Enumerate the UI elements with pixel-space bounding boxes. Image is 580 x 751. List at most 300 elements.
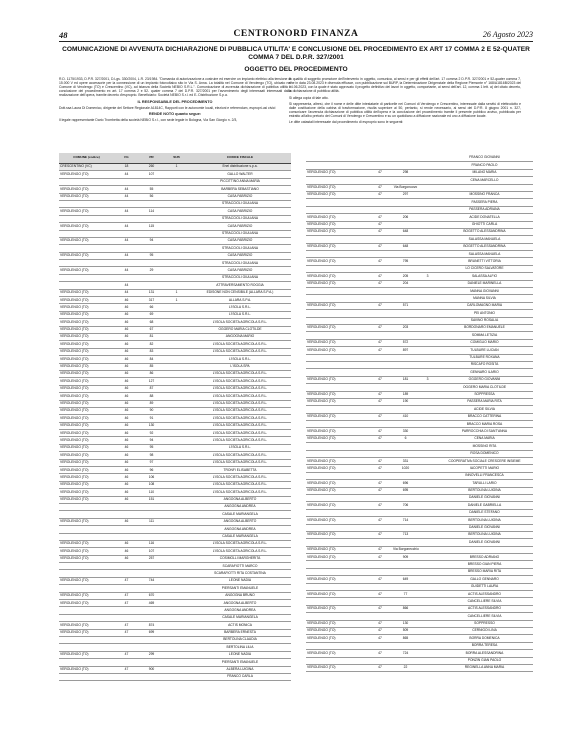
cell-sub <box>164 186 189 193</box>
cell-sub <box>164 274 189 281</box>
cell-pr: 94 <box>139 437 164 444</box>
table-row <box>306 302 533 309</box>
cell-pr: 331 <box>392 458 419 465</box>
cell-pr: 181 <box>392 376 419 383</box>
cell-sub <box>164 570 189 577</box>
cell-fg: 47 <box>368 243 392 250</box>
cell-pr: 206 <box>392 214 419 221</box>
cell-fg: 47 <box>368 554 392 561</box>
cell-fg: 44 <box>114 208 139 215</box>
table-row <box>59 193 291 200</box>
cell-fg <box>114 274 139 281</box>
table-row <box>306 398 533 405</box>
cell-pr <box>392 539 419 546</box>
cell-comune: VEROLENGO (TO) <box>59 363 114 370</box>
body-paragraph: in qualità di soggetto promotore dell'intervento in oggetto, comunica, ai sensi e per gli effetti dell'art. 17 comma 2 D.P.R. 327/2001 e 52-quater comma 7, che in data 23.08.2023 è divenuta efficace, con pubblicazione sul BURP, la Determinazione Dirigenziale della Regione Piemonte n° 168/A1816B/2023 del 14.06.2023, con la quale è stato approvato il progetto definitivo dei lavori in oggetto, comportante, ai sensi dell'art. 12, comma 1 lett. a) del citato decreto, la dichiarazione di pubblica utilità. <box>289 77 521 94</box>
cell-fg: 47 <box>368 428 392 435</box>
cell-owner: RISCAFO ROSITA <box>436 361 533 368</box>
table-row <box>306 391 533 398</box>
cell-sub <box>419 354 436 361</box>
table-row <box>306 502 533 509</box>
table-row <box>59 385 291 392</box>
cell-pr: 92 <box>139 430 164 437</box>
cell-fg <box>368 539 392 546</box>
cell-pr: 115 <box>139 223 164 230</box>
cell-pr <box>392 288 419 295</box>
table-row <box>306 664 533 671</box>
cell-sub <box>164 444 189 451</box>
column-header-pr: PR <box>139 153 164 164</box>
cell-comune <box>306 598 368 605</box>
cell-fg: 46 <box>114 400 139 407</box>
cell-sub <box>419 295 436 302</box>
cell-owner: ALLARA S.P.A. <box>189 297 291 304</box>
cell-pr: 68 <box>139 319 164 326</box>
cell-owner: CASALE MARIANGELA <box>189 533 291 540</box>
table-row <box>306 657 533 664</box>
cell-comune: VEROLENGO (TO) <box>306 243 368 250</box>
cell-sub <box>419 265 436 272</box>
cell-comune <box>306 406 368 413</box>
cell-comune: VEROLENGO (TO) <box>59 437 114 444</box>
cell-sub <box>164 333 189 340</box>
cell-sub <box>419 435 436 442</box>
cell-pr <box>392 265 419 272</box>
cell-comune <box>306 295 368 302</box>
cell-fg: 46 <box>114 474 139 481</box>
cell-owner: GENNARO ILARIO <box>436 369 533 376</box>
cell-pr <box>392 406 419 413</box>
cell-pr: 131 <box>139 289 164 296</box>
cell-sub <box>419 406 436 413</box>
table-row <box>306 628 533 635</box>
cell-comune: VEROLENGO (TO) <box>59 370 114 377</box>
cell-owner: L'ISOLA SOCIETA AGRICOLA S.R.L. <box>189 393 291 400</box>
cell-fg: 47 <box>368 324 392 331</box>
cell-owner: ANGOGNA ALBERTO <box>189 600 291 607</box>
cell-pr: 90 <box>139 407 164 414</box>
cell-fg: 47 <box>368 487 392 494</box>
cell-fg <box>114 260 139 267</box>
cell-sub <box>419 280 436 287</box>
cell-sub <box>419 317 436 324</box>
cell-pr: 317 <box>139 297 164 304</box>
table-row <box>306 568 533 575</box>
cell-sub <box>164 659 189 666</box>
cell-pr: 106 <box>139 474 164 481</box>
cell-pr: Via Borgonecchio <box>392 546 419 553</box>
cell-comune: VEROLENGO (TO) <box>306 169 368 176</box>
cell-comune <box>59 245 114 252</box>
cell-pr: 86 <box>139 370 164 377</box>
table-row <box>59 186 291 193</box>
cell-pr: 151 <box>139 496 164 503</box>
cell-owner: L'ISOLA S.R.L. <box>189 356 291 363</box>
cell-pr: 110 <box>139 489 164 496</box>
cell-sub <box>419 509 436 516</box>
table-row <box>306 273 533 280</box>
cell-sub <box>419 465 436 472</box>
cell-pr: 670 <box>139 592 164 599</box>
cell-owner: ANGOGNA MARIO <box>189 333 291 340</box>
cell-sub <box>419 531 436 538</box>
cell-sub <box>419 635 436 642</box>
table-row <box>306 369 533 376</box>
cell-comune <box>306 199 368 206</box>
cell-sub <box>164 585 189 592</box>
cell-comune: VEROLENGO (TO) <box>306 376 368 383</box>
cell-owner: SAVINO ROSALIA <box>436 317 533 324</box>
cell-sub <box>164 511 189 518</box>
cell-pr: 22 <box>392 664 419 671</box>
cell-sub <box>164 533 189 540</box>
cell-owner: BRUNETTI VITTORIA <box>436 258 533 265</box>
table-row <box>306 347 533 354</box>
table-row <box>306 450 533 457</box>
column-header-comune: COMUNE (codice) <box>59 153 114 164</box>
cell-owner: REGINELLA ANNA MARIA <box>436 664 533 671</box>
cell-fg: 47 <box>114 592 139 599</box>
cell-fg <box>368 568 392 575</box>
cell-owner: PASSERA ADRIANA <box>436 206 533 213</box>
cell-owner: FRANCO CARLA <box>189 673 291 680</box>
table-row <box>59 540 291 547</box>
cell-fg <box>368 206 392 213</box>
cell-comune <box>306 354 368 361</box>
cell-sub <box>164 600 189 607</box>
cell-comune: VEROLENGO (TO) <box>59 333 114 340</box>
table-row <box>59 548 291 555</box>
cell-pr: 116 <box>139 540 164 547</box>
cell-fg <box>368 598 392 605</box>
cell-fg: 46 <box>114 548 139 555</box>
table-row <box>59 282 291 289</box>
cell-comune <box>306 332 368 339</box>
cell-pr <box>139 511 164 518</box>
cell-sub <box>164 673 189 680</box>
cell-comune: VEROLENGO (TO) <box>59 415 114 422</box>
cell-sub <box>419 494 436 501</box>
cell-owner: SOPPRESSO <box>436 620 533 627</box>
cell-fg: 46 <box>114 326 139 333</box>
cell-pr: Via Borgonuovo <box>392 184 419 191</box>
cell-fg <box>368 332 392 339</box>
cell-fg: 47 <box>368 620 392 627</box>
cell-comune: VEROLENGO (TO) <box>59 600 114 607</box>
cell-owner: L'ISOLA SOCIETA AGRICOLA S.R.L. <box>189 489 291 496</box>
table-row <box>306 428 533 435</box>
cell-comune: VEROLENGO (TO) <box>306 554 368 561</box>
cell-comune: VEROLENGO (TO) <box>306 628 368 635</box>
cell-owner: CASA FABRIZIO <box>189 223 291 230</box>
cell-owner: PASSERA MARIA RITA <box>436 398 533 405</box>
cell-owner: L'ISOLA SOCIETA AGRICOLA S.R.L. <box>189 341 291 348</box>
cell-owner: BERTOLINA LILIA <box>189 644 291 651</box>
cell-owner: L'ISOLA SOCIETA AGRICOLA S.R.L. <box>189 415 291 422</box>
cell-comune: VEROLENGO (TO) <box>306 465 368 472</box>
cell-owner: OGGERO MARIA CLOTILDE <box>436 384 533 391</box>
cell-owner: TARULLI LARIO <box>436 480 533 487</box>
cell-pr <box>392 598 419 605</box>
cell-owner: ANGOGNA ALBERTO <box>189 496 291 503</box>
cell-fg <box>114 178 139 185</box>
cell-owner: GUIDETTI LAURA <box>436 583 533 590</box>
table-row <box>306 517 533 524</box>
table-row <box>59 644 291 651</box>
cell-sub <box>419 650 436 657</box>
cell-comune: VEROLENGO (TO) <box>306 413 368 420</box>
cell-owner: BRACCO CATTERINA <box>436 413 533 420</box>
cell-pr <box>392 472 419 479</box>
cell-fg: 46 <box>114 311 139 318</box>
cell-comune <box>59 282 114 289</box>
cell-owner: MOSSINO RITA <box>436 443 533 450</box>
table-row <box>306 332 533 339</box>
table-row <box>59 503 291 510</box>
cell-sub <box>419 302 436 309</box>
cell-sub <box>419 361 436 368</box>
cell-pr: 130 <box>139 422 164 429</box>
cell-owner: STRACCIOLI GIULIANA <box>189 260 291 267</box>
cell-fg: 47 <box>114 629 139 636</box>
cell-sub <box>164 496 189 503</box>
table-row <box>59 651 291 658</box>
table-row <box>59 481 291 488</box>
table-row <box>59 245 291 252</box>
cell-comune: VEROLENGO (TO) <box>306 591 368 598</box>
cell-pr: 88 <box>139 393 164 400</box>
cell-owner: BORRA TERESA <box>436 642 533 649</box>
cell-sub <box>419 428 436 435</box>
cell-comune: VEROLENGO (TO) <box>306 273 368 280</box>
cell-comune <box>306 472 368 479</box>
cell-comune <box>306 310 368 317</box>
cell-sub <box>419 524 436 531</box>
cell-pr <box>139 644 164 651</box>
table-row <box>306 524 533 531</box>
cell-fg: 46 <box>114 496 139 503</box>
cell-comune: VEROLENGO (TO) <box>59 452 114 459</box>
cell-owner: PASSERA PIERA <box>436 199 533 206</box>
cell-comune: VEROLENGO (TO) <box>306 191 368 198</box>
cell-owner: L'ISOLA S.R.L. <box>189 311 291 318</box>
table-row <box>59 237 291 244</box>
cell-pr: 909 <box>392 554 419 561</box>
cell-owner: L'ISOLA SOCIETA AGRICOLA S.R.L. <box>189 430 291 437</box>
table-row <box>306 421 533 428</box>
cell-sub <box>419 251 436 258</box>
cell-comune: VEROLENGO (TO) <box>59 444 114 451</box>
cell-fg: 47 <box>368 435 392 442</box>
cell-comune <box>306 613 368 620</box>
cell-fg: 47 <box>368 546 392 553</box>
cell-fg: 47 <box>368 664 392 671</box>
cell-fg <box>368 524 392 531</box>
table-row <box>59 489 291 496</box>
table-row <box>306 509 533 516</box>
cell-owner: IACOPETTI MARIO <box>436 465 533 472</box>
cell-sub <box>419 243 436 250</box>
cell-pr <box>139 274 164 281</box>
table-row <box>59 622 291 629</box>
cell-owner: TULBURE LUCIAN <box>436 347 533 354</box>
cell-pr: 77 <box>392 591 419 598</box>
cell-fg <box>368 443 392 450</box>
table-row <box>59 585 291 592</box>
cell-comune <box>59 511 114 518</box>
table-row <box>306 487 533 494</box>
rende-noto: RENDE NOTO quanto segue: <box>148 112 202 117</box>
table-row <box>306 605 533 612</box>
cell-sub <box>164 651 189 658</box>
cell-owner: MOSSINO FRANCA <box>436 191 533 198</box>
cell-owner: STRACCIOLI GIULIANA <box>189 245 291 252</box>
cell-pr <box>139 260 164 267</box>
cell-sub <box>164 407 189 414</box>
cell-comune: VEROLENGO (TO) <box>59 518 114 525</box>
cell-comune: VEROLENGO (TO) <box>306 221 368 228</box>
cell-comune <box>59 178 114 185</box>
cell-owner: BRESSO ADRIANO <box>436 554 533 561</box>
cell-owner: L'ISOLA SOCIETA AGRICOLA S.R.L. <box>189 385 291 392</box>
cell-fg <box>114 245 139 252</box>
cell-fg: 47 <box>368 628 392 635</box>
cell-pr: 649 <box>392 576 419 583</box>
cell-pr: 866 <box>392 605 419 612</box>
cell-owner: CASALE MARIANGELA <box>189 614 291 621</box>
cell-owner: ANGOGNA ANDREA <box>189 607 291 614</box>
cell-pr <box>392 310 419 317</box>
cell-sub: 3 <box>419 273 436 280</box>
cell-pr: 66 <box>139 304 164 311</box>
cell-sub <box>419 487 436 494</box>
cell-owner: CASA FABRIZIO <box>189 237 291 244</box>
cell-owner: CENA MARIA <box>436 435 533 442</box>
cell-fg: 47 <box>368 650 392 657</box>
cell-fg: 46 <box>114 356 139 363</box>
cell-owner: ANGOGNA BRUNO <box>189 592 291 599</box>
cell-comune: VEROLENGO (TO) <box>306 228 368 235</box>
cell-sub <box>164 378 189 385</box>
cell-fg: 46 <box>114 430 139 437</box>
cell-sub <box>419 480 436 487</box>
cell-pr <box>392 443 419 450</box>
cell-owner: SCARAFIOTTI MARCO <box>189 563 291 570</box>
cell-fg: 47 <box>368 502 392 509</box>
issue-date: 26 Agosto 2023 <box>482 30 533 39</box>
cell-comune: VEROLENGO (TO) <box>59 267 114 274</box>
cell-comune: VEROLENGO (TO) <box>59 304 114 311</box>
cell-comune <box>306 524 368 531</box>
cell-owner: ACTIS ALESSANDRO <box>436 605 533 612</box>
cell-comune: VEROLENGO (TO) <box>306 391 368 398</box>
page-header <box>59 30 533 42</box>
cell-fg <box>114 585 139 592</box>
cell-comune: VEROLENGO (TO) <box>59 252 114 259</box>
cell-sub <box>419 236 436 243</box>
cell-sub <box>419 620 436 627</box>
cell-comune <box>59 659 114 666</box>
cell-fg <box>368 236 392 243</box>
cell-pr: 865 <box>392 635 419 642</box>
cell-owner: GALLO WALTER <box>189 171 291 178</box>
cell-fg: 44 <box>114 289 139 296</box>
cell-fg <box>114 570 139 577</box>
table-row <box>59 474 291 481</box>
cell-fg: 46 <box>114 297 139 304</box>
table-row <box>306 650 533 657</box>
cell-pr: 713 <box>392 531 419 538</box>
table-row <box>306 620 533 627</box>
cell-fg <box>114 526 139 533</box>
cell-fg <box>368 657 392 664</box>
cell-owner: OGGERO MARIA CLOTILDE <box>189 326 291 333</box>
responsabile-heading: IL RESPONSABILE DEL PROCEDIMENTO <box>137 99 213 104</box>
table-row <box>306 613 533 620</box>
cell-fg <box>368 369 392 376</box>
cell-sub: 3 <box>419 376 436 383</box>
cell-owner: CANCELLIERE SILVIA <box>436 613 533 620</box>
cell-sub <box>164 474 189 481</box>
cell-sub <box>164 230 189 237</box>
cell-pr: 330 <box>392 428 419 435</box>
cell-pr: 724 <box>392 650 419 657</box>
cell-pr <box>392 642 419 649</box>
table-row <box>306 214 533 221</box>
table-row <box>59 319 291 326</box>
cell-owner: L'ISOLA SPA <box>189 363 291 370</box>
cell-sub <box>419 546 436 553</box>
cell-sub <box>419 450 436 457</box>
cell-sub <box>419 642 436 649</box>
cell-fg <box>114 644 139 651</box>
cell-sub <box>419 443 436 450</box>
cell-fg <box>368 472 392 479</box>
cell-sub <box>419 472 436 479</box>
cell-sub <box>419 155 436 162</box>
cell-owner: CASA FABRIZIO <box>189 208 291 215</box>
table-row <box>306 554 533 561</box>
cell-fg: 47 <box>368 258 392 265</box>
table-row <box>306 295 533 302</box>
cell-sub <box>164 245 189 252</box>
cell-owner: CASALE MARIANGELA <box>189 511 291 518</box>
cell-fg: 46 <box>114 444 139 451</box>
cell-comune: VEROLENGO (TO) <box>59 577 114 584</box>
cell-pr: 82 <box>139 341 164 348</box>
cell-sub <box>164 267 189 274</box>
cell-pr: 874 <box>139 622 164 629</box>
cell-comune <box>59 644 114 651</box>
cell-sub <box>164 400 189 407</box>
cell-sub <box>419 421 436 428</box>
cell-fg: 44 <box>114 267 139 274</box>
cell-fg: 44 <box>114 171 139 178</box>
cell-pr <box>139 245 164 252</box>
cell-pr <box>392 450 419 457</box>
cell-fg: 46 <box>114 370 139 377</box>
cell-pr <box>392 657 419 664</box>
table-row <box>59 459 291 466</box>
body-paragraph: Si allega copia di tale atto. <box>289 95 329 100</box>
cell-comune <box>59 526 114 533</box>
cell-fg: 47 <box>368 480 392 487</box>
table-row <box>306 472 533 479</box>
cell-comune <box>306 642 368 649</box>
cell-fg <box>368 613 392 620</box>
cell-sub <box>419 384 436 391</box>
cell-sub <box>164 393 189 400</box>
